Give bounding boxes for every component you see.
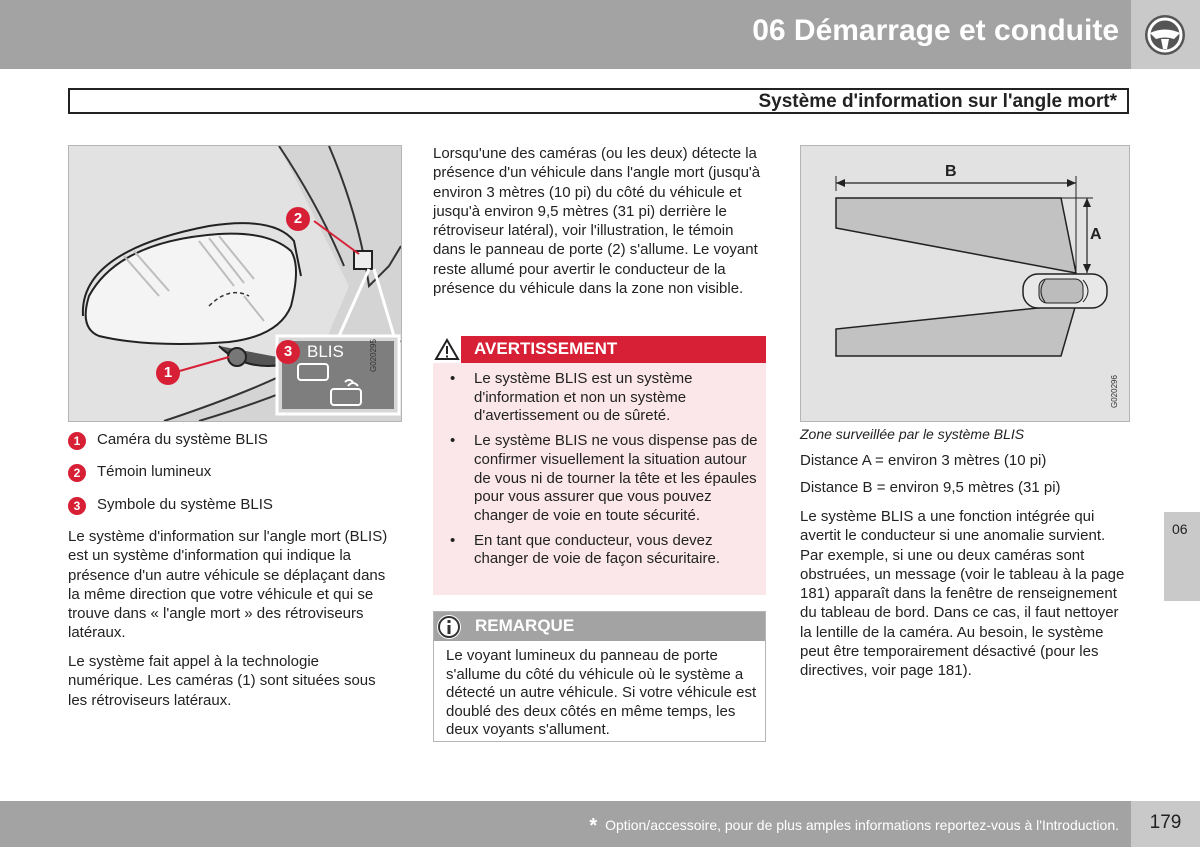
legend-text: Symbole du système BLIS: [97, 496, 273, 513]
legend-item: [68, 463, 403, 481]
blis-symbol-label: BLIS: [307, 342, 344, 361]
figure-caption: Zone surveillée par le système BLIS: [800, 426, 1025, 442]
note-title: REMARQUE: [475, 616, 575, 635]
legend-item: [68, 431, 403, 449]
blis-zone-illustration: [800, 145, 1130, 422]
anomaly-paragraph: Le système BLIS a une fonction intégrée qui avertit le conducteur si une anomalie survient. Par exemple, si une ou deux caméras sont obstruées, un message (voir le tableau à la page 181) apparaît dans la fenêtre de renseignement du tableau de bord. Dans ce cas, il faut nettoyer la lentille de la caméra. Au besoin, le système peut être temporairement désactivé (pour les directives, voir page 181).: [800, 508, 1125, 680]
warning-item: • Le système BLIS est un système d'information et non un système d'avertissement ou de sûreté.: [441, 370, 761, 426]
info-icon: [436, 614, 462, 640]
legend-item: [68, 496, 403, 514]
note-box: [433, 611, 766, 742]
legend-text: Témoin lumineux: [97, 463, 212, 480]
warning-icon: [433, 336, 461, 363]
section-header: [68, 88, 1129, 114]
legend-text: Caméra du système BLIS: [97, 431, 268, 448]
legend-number: 2: [68, 464, 86, 482]
chapter-header: [0, 0, 1131, 69]
note-text: Le voyant lumineux du panneau de porte s'allume du côté du véhicule où le système a détecté un autre véhicule. Si votre véhicule est doublé des deux côtés en même temps, les deux voyants s'allument.: [446, 647, 757, 738]
footnote-text: Option/accessoire, pour de plus amples informations reportez-vous à l'Introduction.: [605, 817, 1119, 833]
chapter-tab: [1164, 512, 1200, 601]
note-header: [434, 612, 765, 641]
warning-header: [433, 336, 766, 363]
chapter-tab-label: 06: [1172, 521, 1188, 537]
zone-diagram: [801, 146, 1129, 421]
chapter-title: 06 Démarrage et conduite: [752, 14, 1119, 47]
figure-code: G020295: [369, 339, 378, 372]
technology-paragraph: Le système fait appel à la technologie numérique. Les caméras (1) sont situées sous les rétroviseurs latéraux.: [68, 653, 376, 709]
blis-mirror-illustration: [68, 145, 402, 422]
callout-2: 2: [286, 207, 310, 231]
warning-item: • En tant que conducteur, vous devez changer de voie de façon sécuritaire.: [441, 532, 761, 569]
warning-box: [433, 336, 766, 595]
section-title: Système d'information sur l'angle mort*: [758, 91, 1117, 112]
distance-b-text: Distance B = environ 9,5 mètres (31 pi): [800, 479, 1061, 496]
warning-list: [441, 370, 761, 575]
mirror-drawing: [69, 146, 401, 421]
footer-bar: [0, 801, 1131, 847]
callout-3: 3: [276, 340, 300, 364]
detection-paragraph: Lorsqu'une des caméras (ou les deux) détecte la présence d'un véhicule dans l'angle mort (jusqu'à environ 3 mètres (10 pi) du côté du véhicule et jusqu'à environ 9,5 mètres (31 pi) derrière le rétroviseur latéral), voir l'illustration, le témoin dans le panneau de porte (2) s'allume. Le voyant reste allumé pour avertir le conducteur de la présence du véhicule dans la zone non visible.: [433, 145, 761, 298]
warning-item: • Le système BLIS ne vous dispense pas de confirmer visuellement la situation autour de vous ni de tourner la tête et les épaules pour vous assurer que vous pouvez changer de voie en toute sécurité.: [441, 432, 761, 526]
chapter-icon-box: [1131, 0, 1200, 69]
steering-wheel-icon: [1141, 12, 1189, 58]
warning-title: AVERTISSEMENT: [474, 339, 618, 358]
intro-paragraph: Le système d'information sur l'angle mort (BLIS) est un système d'information qui indique la présence d'un autre véhicule se déplaçant dans la même direction que votre véhicule et qui se trouve dans « l'angle mort » des rétroviseurs latéraux.: [68, 528, 388, 642]
footnote: [589, 815, 1119, 838]
warning-icon-bg: [433, 336, 461, 363]
callout-1: 1: [156, 361, 180, 385]
distance-label-a: A: [1090, 226, 1102, 243]
page-number: 179: [1131, 801, 1200, 847]
footnote-star: *: [589, 815, 598, 837]
distance-a-text: Distance A = environ 3 mètres (10 pi): [800, 452, 1047, 469]
legend-number: 1: [68, 432, 86, 450]
legend-number: 3: [68, 497, 86, 515]
figure-code: G020296: [1110, 375, 1119, 408]
distance-label-b: B: [945, 163, 957, 180]
